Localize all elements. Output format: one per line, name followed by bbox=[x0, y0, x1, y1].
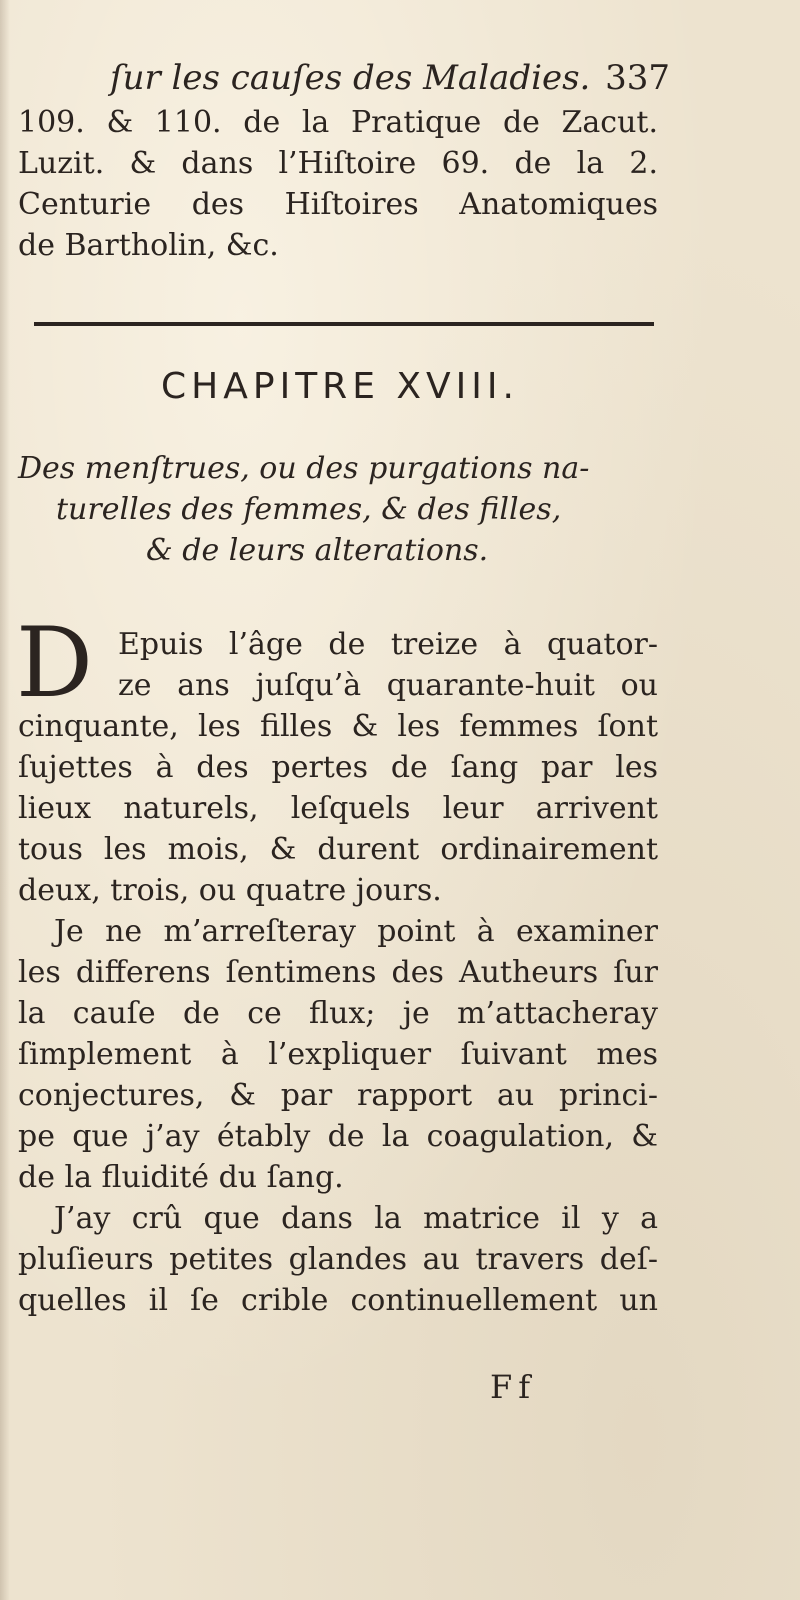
text-line: pluſieurs petites glandes au travers deſ- bbox=[18, 1242, 658, 1277]
drop-cap: D bbox=[16, 607, 93, 719]
text-line: Epuis l’âge de treize à quator- bbox=[118, 627, 658, 662]
text-line: ſimplement à l’expliquer ſuivant mes bbox=[18, 1037, 658, 1072]
subtitle-line: & de leurs alterations. bbox=[146, 533, 489, 568]
text-line: tous les mois, & durent ordinairement bbox=[18, 832, 658, 867]
text-line: deux, trois, ou quatre jours. bbox=[18, 873, 442, 908]
text-line: Luzit. & dans l’Hiſtoire 69. de la 2. bbox=[18, 146, 658, 181]
page-gutter-shadow bbox=[0, 0, 10, 1600]
continuation-paragraph bbox=[18, 102, 658, 266]
opening-lines bbox=[118, 624, 658, 706]
text-line: Centurie des Hiſtoires Anatomiques bbox=[18, 187, 658, 222]
page-number: 337 bbox=[605, 58, 670, 98]
running-head bbox=[110, 58, 670, 98]
chapter-title: CHAPITRE XVIII. bbox=[161, 366, 519, 407]
subtitle-line: turelles des femmes, & des filles, bbox=[56, 492, 562, 527]
chapter-divider-rule bbox=[34, 322, 654, 326]
body-paragraphs bbox=[18, 706, 658, 1321]
text-line: de la fluidité du ſang. bbox=[18, 1160, 344, 1195]
chapter-subtitle bbox=[18, 448, 658, 571]
text-line: 109. & 110. de la Pratique de Zacut. bbox=[18, 105, 658, 140]
text-line: Je ne m’arreſteray point à examiner bbox=[54, 914, 658, 949]
text-line: la cauſe de ce flux; je m’attacheray bbox=[18, 996, 658, 1031]
running-head-title: ſur les cauſes des Maladies. bbox=[110, 58, 591, 98]
text-line: quelles il ſe crible continuellement un bbox=[18, 1283, 658, 1318]
text-line: cinquante, les filles & les femmes ſont bbox=[18, 709, 658, 744]
text-line: pe que j’ay étably de la coagulation, & bbox=[18, 1119, 658, 1154]
signature-mark: Ff bbox=[490, 1368, 537, 1406]
text-line: ze ans juſqu’à quarante-huit ou bbox=[118, 668, 658, 703]
text-line: de Bartholin, &c. bbox=[18, 228, 279, 263]
text-line: les differens ſentimens des Autheurs ſur bbox=[18, 955, 658, 990]
subtitle-line: Des menſtrues, ou des purgations na- bbox=[18, 451, 590, 486]
text-line: J’ay crû que dans la matrice il y a bbox=[54, 1201, 658, 1236]
text-line: ſujettes à des pertes de ſang par les bbox=[18, 750, 658, 785]
text-line: lieux naturels, leſquels leur arrivent bbox=[18, 791, 658, 826]
text-line: conjectures, & par rapport au princi- bbox=[18, 1078, 658, 1113]
